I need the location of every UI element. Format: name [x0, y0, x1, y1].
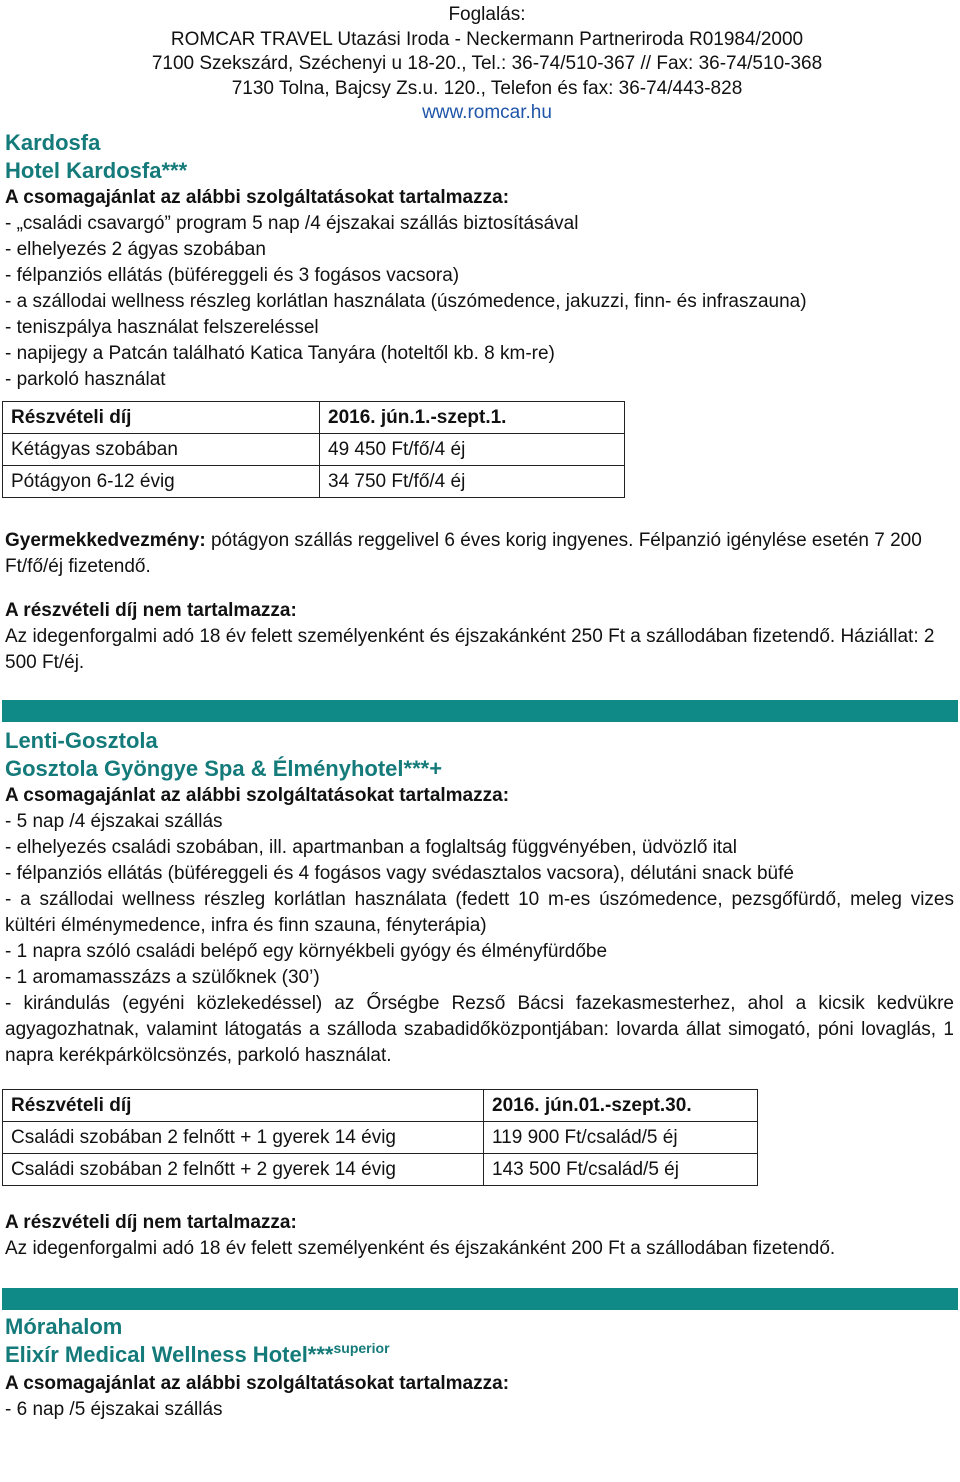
price-room-type: Pótágyon 6-12 évig — [3, 465, 320, 497]
section-divider — [2, 1288, 958, 1310]
price-header-label: Részvételi díj — [3, 401, 320, 433]
package-item: - félpanziós ellátás (büféreggeli és 4 fogásos vagy svédasztalos vacsora), délutáni snack büfé — [5, 862, 794, 884]
price-room-type: Családi szobában 2 felnőtt + 2 gyerek 14 évig — [3, 1153, 484, 1185]
hotel-title: Hotel Kardosfa*** — [5, 157, 188, 183]
package-lead: A csomagajánlat az alábbi szolgáltatásokat tartalmazza: — [5, 1372, 510, 1394]
location-title: Kardosfa — [5, 129, 101, 155]
section-kardosfa — [0, 129, 960, 676]
price-value: 49 450 Ft/fő/4 éj — [320, 433, 625, 465]
child-discount-text: pótágyon szállás reggelivel 6 éves korig ingyenes. Félpanzió igénylése esetén 7 200 Ft/fő/éj fizetendő. — [5, 529, 922, 577]
package-item-excursion: - kirándulás (egyéni közlekedéssel) az Őrségbe Rezső Bácsi fazekasmesterhez, ahol a kicsik kedvükre agyagozhatnak, valamint látogatás a szálloda szabadidőközpontjában: lovarda állat simogató, póni lovaglás, 1 napra kerékpárkölcsönzés, parkoló használat. — [5, 992, 954, 1066]
package-item: - napijegy a Patcán található Katica Tanyára (hoteltől kb. 8 km-re) — [5, 342, 555, 364]
not-included-text: Az idegenforgalmi adó 18 év felett személyenként és éjszakánként 200 Ft a szállodában fizetendő. — [5, 1237, 836, 1259]
section-divider — [2, 700, 958, 722]
agency-header — [14, 0, 960, 126]
package-lead: A csomagajánlat az alábbi szolgáltatásokat tartalmazza: — [5, 186, 510, 208]
location-title: Mórahalom — [5, 1313, 123, 1339]
section-morahalom — [0, 1313, 960, 1423]
price-header-period: 2016. jún.01.-szept.30. — [484, 1089, 758, 1121]
not-included-text: Az idegenforgalmi adó 18 év felett személyenként és éjszakánként 250 Ft a szállodában fizetendő. Háziállat: 2 500 Ft/éj. — [5, 625, 935, 673]
price-table — [2, 401, 625, 498]
child-discount-label: Gyermekkedvezmény: — [5, 529, 206, 551]
hotel-category-superscript: superior — [333, 1339, 390, 1356]
header-line-tolna: 7130 Tolna, Bajcsy Zs.u. 120., Telefon és fax: 36-74/443-828 — [231, 77, 743, 99]
not-included-title: A részvételi díj nem tartalmazza: — [5, 1211, 297, 1233]
header-line-booking: Foglalás: — [448, 4, 526, 25]
price-value: 119 900 Ft/család/5 éj — [484, 1121, 758, 1153]
package-item: - a szállodai wellness részleg korlátlan használata (úszómedence, jakuzzi, finn- és infraszauna) — [5, 290, 807, 312]
price-header-label: Részvételi díj — [3, 1089, 484, 1121]
package-item: - 6 nap /5 éjszakai szállás — [5, 1398, 223, 1420]
section-lenti-gosztola — [0, 727, 960, 1262]
price-value: 143 500 Ft/család/5 éj — [484, 1153, 758, 1185]
hotel-name: Elixír Medical Wellness Hotel*** — [5, 1341, 334, 1367]
not-included — [0, 1210, 960, 1262]
header-line-szekszard: 7100 Szekszárd, Széchenyi u 18-20., Tel.: 36-74/510-367 // Fax: 36-74/510-368 — [151, 53, 823, 74]
package-items — [0, 809, 960, 1069]
package-item: - 5 nap /4 éjszakai szállás — [5, 810, 223, 832]
price-table-header — [3, 401, 625, 433]
location-title: Lenti-Gosztola — [5, 727, 158, 753]
package-item: - félpanziós ellátás (büféreggeli és 3 fogásos vacsora) — [5, 264, 460, 286]
hotel-title: Gosztola Gyöngye Spa & Élményhotel***+ — [5, 755, 443, 781]
package-item: - 1 napra szóló családi belépő egy környékbeli gyógy és élményfürdőbe — [5, 940, 608, 962]
package-item: - 1 aromamasszázs a szülőknek (30’) — [5, 966, 320, 988]
table-row — [3, 433, 625, 465]
child-discount — [0, 528, 960, 580]
package-items — [0, 211, 960, 393]
package-item: - teniszpálya használat felszereléssel — [5, 316, 319, 338]
website-link[interactable]: www.romcar.hu — [422, 102, 552, 123]
table-row — [3, 465, 625, 497]
package-item-wellness: - a szállodai wellness részleg korlátlan használata (fedett 10 m-es úszómedence, pezsgőfürdő, meleg vizes kültéri élménymedence, infra és finn szauna, fényterápia) — [5, 888, 954, 936]
package-item: - elhelyezés 2 ágyas szobában — [5, 238, 266, 260]
price-table-header — [3, 1089, 758, 1121]
table-row — [3, 1153, 758, 1185]
package-lead: A csomagajánlat az alábbi szolgáltatásokat tartalmazza: — [5, 784, 510, 806]
package-item: - parkoló használat — [5, 368, 166, 390]
price-room-type: Családi szobában 2 felnőtt + 1 gyerek 14 évig — [3, 1121, 484, 1153]
package-item: - „családi csavargó” program 5 nap /4 éjszakai szállás biztosításával — [5, 212, 579, 234]
package-item: - elhelyezés családi szobában, ill. apartmanban a foglaltság függvényében, üdvözlő ital — [5, 836, 737, 858]
price-room-type: Kétágyas szobában — [3, 433, 320, 465]
price-value: 34 750 Ft/fő/4 éj — [320, 465, 625, 497]
header-line-agency: ROMCAR TRAVEL Utazási Iroda - Neckermann Partneriroda R01984/2000 — [170, 28, 804, 50]
table-row — [3, 1121, 758, 1153]
price-table — [2, 1089, 758, 1186]
price-header-period: 2016. jún.1.-szept.1. — [320, 401, 625, 433]
not-included — [0, 598, 960, 676]
hotel-title — [0, 1341, 960, 1371]
not-included-title: A részvételi díj nem tartalmazza: — [5, 599, 297, 621]
package-items — [0, 1397, 960, 1423]
